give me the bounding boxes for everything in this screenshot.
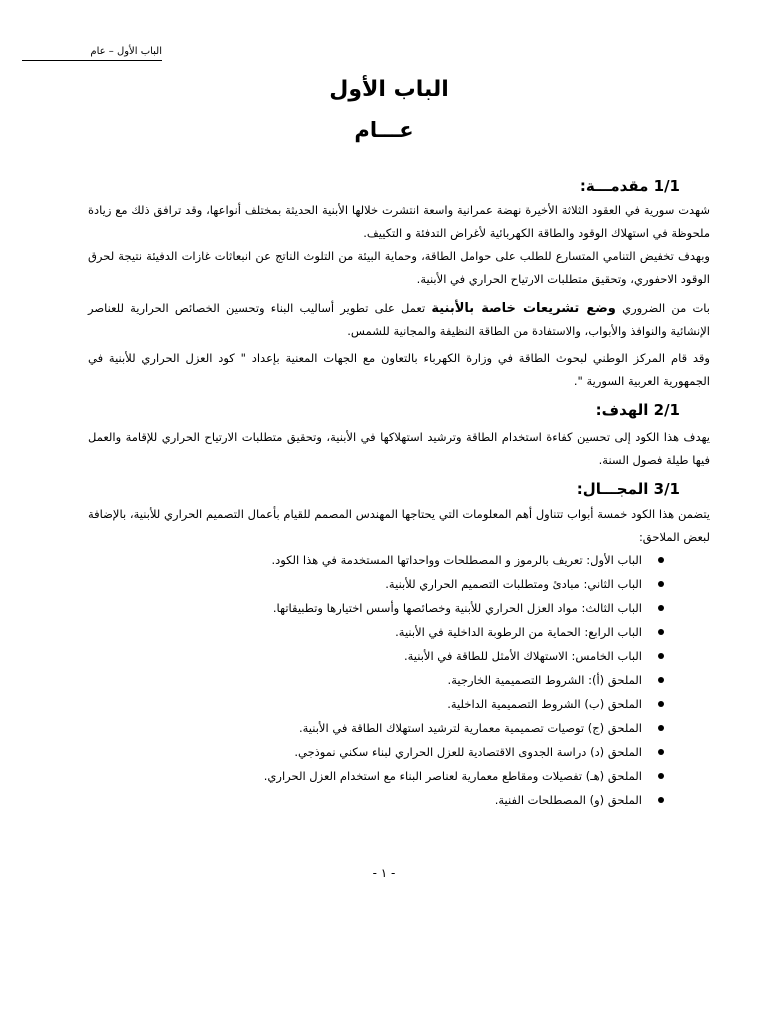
- bullet-icon: [658, 581, 664, 587]
- bullet-icon: [658, 557, 664, 563]
- list-item: [264, 620, 664, 644]
- list-item: [264, 596, 664, 620]
- list-item: [264, 572, 664, 596]
- bullet-icon: [658, 653, 664, 659]
- chapter-title: الباب الأول: [329, 77, 449, 102]
- intro-paragraph-2: وبهدف تخفيض التنامي المتسارع للطلب على حوامل الطاقة، وحماية البيئة من التلوث الناتج عن انبعاثات غازات الدفيئة نتيجة لحرق الوقود الاحفوري، وتحقيق متطلبات الارتياح الحراري في الأبنية.: [88, 249, 710, 286]
- list-item-text: الملحق (أ): الشروط التصميمية الخارجية.: [447, 673, 642, 687]
- chapter-subtitle: عـــام: [354, 118, 414, 142]
- list-item-text: الملحق (هـ) تفصيلات ومقاطع معمارية لعناصر البناء مع استخدام العزل الحراري.: [263, 769, 642, 783]
- bullet-icon: [658, 797, 664, 803]
- intro-paragraph-4: وقد قام المركز الوطني لبحوث الطاقة في وزارة الكهرباء بالتعاون مع الجهات المعنية بإعداد " كود العزل الحراري للأبنية في الجمهورية العربية السورية ".: [88, 351, 710, 388]
- list-item-text: الباب الثاني: مبادئ ومتطلبات التصميم الحراري للأبنية.: [385, 577, 642, 591]
- list-item: [264, 740, 664, 764]
- list-item: [264, 668, 664, 692]
- intro-paragraph-1: شهدت سورية في العقود الثلاثة الأخيرة نهضة عمرانية واسعة انتشرت خلالها الأبنية الحديثة بمختلف أنواعها، وقد ترافق ذلك مع زيادة ملحوظة في استهلاك الوقود والطاقة الكهربائية لأغراض التدفئة و التكييف.: [88, 203, 710, 240]
- list-item-text: الباب الثالث: مواد العزل الحراري للأبنية وخصائصها وأسس اختيارها وتطبيقاتها.: [272, 601, 642, 615]
- goal-heading: 2/1 الهدف:: [595, 401, 680, 419]
- intro-paragraph-3-end: تعمل على تطوير أساليب البناء وتحسين الخصائص الحرارية للعناصر الإنشائية والنوافذ والأبواب، والاستفادة من الطاقة النظيفة والمجانية للشمس.: [88, 301, 710, 338]
- bullet-icon: [658, 725, 664, 731]
- scope-list: [264, 548, 664, 812]
- bullet-icon: [658, 701, 664, 707]
- bullet-icon: [658, 605, 664, 611]
- list-item: [264, 764, 664, 788]
- page-number: - ١ -: [372, 866, 396, 880]
- bullet-icon: [658, 749, 664, 755]
- list-item-text: الملحق (و) المصطلحات الفنية.: [494, 793, 642, 807]
- list-item: [264, 788, 664, 812]
- running-header: الباب الأول – عام: [22, 46, 162, 61]
- list-item: [264, 644, 664, 668]
- scope-heading: 3/1 المجـــال:: [576, 480, 680, 498]
- intro-heading: 1/1 مقدمـــة:: [579, 177, 680, 195]
- list-item-text: الباب الخامس: الاستهلاك الأمثل للطاقة في الأبنية.: [403, 649, 642, 663]
- list-item-text: الباب الرابع: الحماية من الرطوبة الداخلية في الأبنية.: [395, 625, 642, 639]
- intro-paragraph-3-emphasis: وضع تشريعات خاصة بالأبنية: [431, 301, 616, 316]
- list-item-text: الملحق (د) دراسة الجدوى الاقتصادية للعزل الحراري لبناء سكني نموذجي.: [294, 745, 642, 759]
- list-item: [264, 692, 664, 716]
- list-item-text: الملحق (ج) توصيات تصميمية معمارية لترشيد استهلاك الطاقة في الأبنية.: [298, 721, 642, 735]
- intro-paragraph-3-start: بات من الضروري: [615, 301, 710, 315]
- intro-paragraph-3: [88, 297, 710, 343]
- list-item: [264, 716, 664, 740]
- goal-paragraph: يهدف هذا الكود إلى تحسين كفاءة استخدام الطاقة وترشيد استهلاكها في الأبنية، وتحقيق متطلبات الارتياح الحراري للإقامة والعمل فيها طيلة فصول السنة.: [88, 430, 710, 467]
- scope-paragraph: يتضمن هذا الكود خمسة أبواب تتناول أهم المعلومات التي يحتاجها المهندس المصمم للقيام بأعمال التصميم الحراري للأبنية، بالإضافة لبعض الملاحق:: [88, 507, 710, 544]
- list-item-text: الباب الأول: تعريف بالرموز و المصطلحات وواحداتها المستخدمة في هذا الكود.: [271, 553, 642, 567]
- bullet-icon: [658, 677, 664, 683]
- list-item-text: الملحق (ب) الشروط التصميمية الداخلية.: [447, 697, 642, 711]
- bullet-icon: [658, 629, 664, 635]
- bullet-icon: [658, 773, 664, 779]
- list-item: [264, 548, 664, 572]
